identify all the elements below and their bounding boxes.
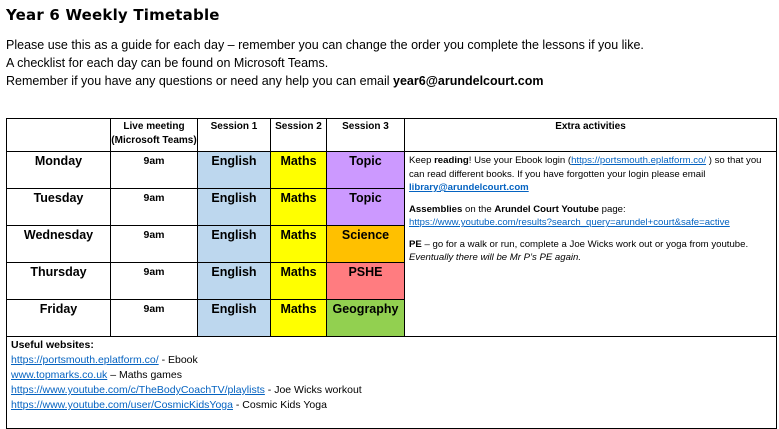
- timetable-row-monday: [7, 152, 777, 189]
- day-label: Monday: [7, 152, 111, 189]
- website-description: – Maths games: [107, 369, 182, 381]
- useful-website-item: [11, 368, 772, 383]
- session-3-cell: Science: [327, 226, 405, 263]
- session-1-cell: English: [198, 300, 271, 337]
- useful-websites-cell: [7, 337, 777, 429]
- header-session-3: Session 3: [327, 119, 405, 152]
- assemblies-paragraph: [409, 203, 772, 230]
- pe-text: – go for a walk or run, complete a Joe Wicks work out or yoga from youtube.: [421, 238, 749, 250]
- session-1-cell: English: [198, 263, 271, 300]
- timetable: [6, 118, 777, 429]
- session-1-cell: English: [198, 152, 271, 189]
- session-3-cell: Geography: [327, 300, 405, 337]
- intro-text: [6, 36, 644, 90]
- live-meeting-time: 9am: [111, 226, 198, 263]
- pe-italic: Eventually there will be Mr P’s PE again.: [409, 252, 582, 263]
- useful-website-item: [11, 383, 772, 398]
- session-3-cell: Topic: [327, 152, 405, 189]
- day-label: Wednesday: [7, 226, 111, 263]
- session-2-cell: Maths: [271, 226, 327, 263]
- contact-email: year6@arundelcourt.com: [393, 74, 544, 88]
- website-link[interactable]: https://www.youtube.com/c/TheBodyCoachTV/playlists: [11, 384, 265, 396]
- assemblies-post: page:: [598, 203, 626, 215]
- live-meeting-time: 9am: [111, 152, 198, 189]
- reading-mid: ! Use your Ebook login (: [468, 155, 572, 166]
- intro-line-3-text: Remember if you have any questions or need any help you can email: [6, 74, 394, 88]
- session-1-cell: English: [198, 226, 271, 263]
- session-2-cell: Maths: [271, 263, 327, 300]
- session-2-cell: Maths: [271, 152, 327, 189]
- assemblies-bold: Assemblies: [409, 203, 463, 215]
- assemblies-mid: on the: [462, 203, 495, 215]
- header-session-1: Session 1: [198, 119, 271, 152]
- session-2-cell: Maths: [271, 300, 327, 337]
- assemblies-bold-2: Arundel Court Youtube: [494, 203, 599, 215]
- assemblies-link[interactable]: https://www.youtube.com/results?search_query=arundel+court&safe=active: [409, 217, 730, 228]
- website-description: - Cosmic Kids Yoga: [232, 399, 327, 411]
- intro-line-1: Please use this as a guide for each day – remember you can change the order you complete the lessons if you like.: [6, 38, 644, 52]
- reading-bold: reading: [434, 155, 469, 166]
- header-session-2: Session 2: [271, 119, 327, 152]
- useful-websites-row: [7, 337, 777, 429]
- live-meeting-time: 9am: [111, 189, 198, 226]
- extra-activities-cell: [405, 152, 777, 337]
- website-link[interactable]: https://portsmouth.eplatform.co/: [11, 354, 159, 366]
- session-3-cell: PSHE: [327, 263, 405, 300]
- page-title: Year 6 Weekly Timetable: [6, 6, 220, 24]
- session-2-cell: Maths: [271, 189, 327, 226]
- pe-paragraph: [409, 238, 772, 265]
- header-extra-activities: Extra activities: [405, 119, 777, 152]
- session-1-cell: English: [198, 189, 271, 226]
- header-row: [7, 119, 777, 152]
- ebook-link[interactable]: https://portsmouth.eplatform.co/: [571, 155, 707, 166]
- useful-websites-title: Useful websites:: [11, 339, 94, 351]
- library-email-link[interactable]: library@arundelcourt.com: [409, 182, 529, 193]
- live-meeting-time: 9am: [111, 263, 198, 300]
- website-link[interactable]: https://www.youtube.com/user/CosmicKidsYoga: [11, 399, 233, 411]
- pe-bold: PE: [409, 238, 422, 250]
- website-description: - Ebook: [158, 354, 198, 366]
- reading-pre: Keep: [409, 155, 435, 166]
- intro-line-2: A checklist for each day can be found on Microsoft Teams.: [6, 56, 329, 70]
- day-label: Thursday: [7, 263, 111, 300]
- header-blank: [7, 119, 111, 152]
- live-meeting-time: 9am: [111, 300, 198, 337]
- day-label: Friday: [7, 300, 111, 337]
- reading-paragraph: [409, 154, 772, 195]
- day-label: Tuesday: [7, 189, 111, 226]
- useful-website-item: [11, 398, 772, 413]
- session-3-cell: Topic: [327, 189, 405, 226]
- header-live-meeting: Live meeting (Microsoft Teams): [111, 119, 198, 152]
- website-link[interactable]: www.topmarks.co.uk: [11, 369, 108, 381]
- intro-line-3: [6, 72, 644, 90]
- useful-website-item: [11, 353, 772, 368]
- reading-post: ) so that you can read different books. If you have forgotten your login please email: [409, 155, 762, 180]
- website-description: - Joe Wicks workout: [264, 384, 362, 396]
